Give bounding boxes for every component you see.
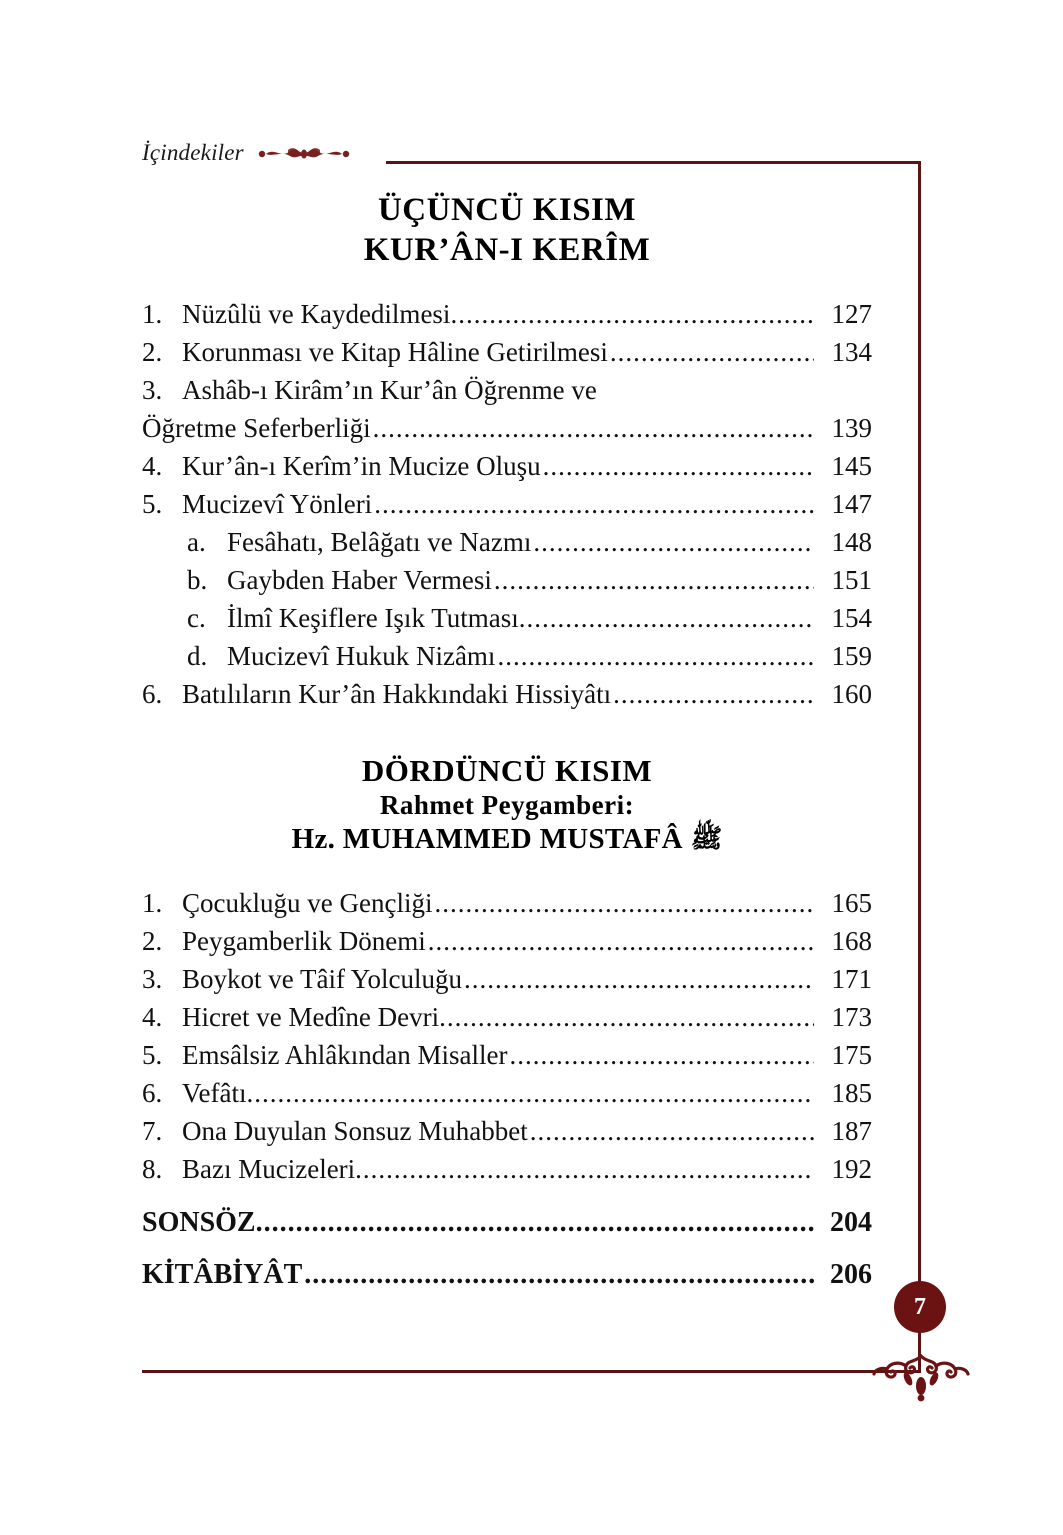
toc-entry-title: KİTÂBİYÂT [142,1258,303,1290]
toc-entry-title: Kur’ân-ı Kerîm’in Mucize Oluşu [182,450,541,481]
toc-entry-page: 151 [831,564,872,595]
toc-subentry[interactable] [142,526,872,557]
frame-rule-right [918,161,921,1373]
toc-entry-page: 175 [831,1039,872,1070]
toc-entry[interactable] [142,298,872,329]
toc-entry-title: Hicret ve Medîne Devri [182,1001,440,1032]
toc-entry-page: 145 [831,450,872,481]
toc-subentry[interactable] [142,640,872,671]
toc-entry-title: Fesâhatı, Belâğatı ve Nazmı [227,526,532,557]
flourish-ornament-icon [258,143,350,163]
toc-entry-title: SONSÖZ [142,1206,256,1238]
toc-entry-marker: b. [187,564,208,595]
toc-leader-dots [373,415,814,442]
toc-entry[interactable] [142,1001,872,1032]
frame-rule-top [386,161,920,164]
part-heading-four [142,752,872,858]
toc-entry-title: Mucizevî Yönleri [182,488,373,519]
toc-entry-page: 185 [831,1077,872,1108]
toc-entry-marker: 5. [142,488,163,519]
toc-leader-dots [439,1004,814,1031]
part-heading-four-line1: DÖRDÜNCÜ KISIM [361,752,653,788]
toc-leader-dots [256,1209,814,1237]
running-header-label: İçindekiler [142,140,244,165]
toc-entry-sonsoz[interactable] [142,1206,872,1238]
toc-entry-marker: 1. [142,298,163,329]
toc-entry-page: 147 [831,488,872,519]
part-heading-three-line2: KUR’ÂN-I KERÎM [363,232,651,269]
toc-list-final [142,1206,872,1290]
toc-entry-title: Vefâtı [182,1077,247,1108]
toc-entry-title: Çocukluğu ve Gençliği [182,887,433,918]
toc-content [142,190,872,1313]
toc-entry-page: 139 [831,412,872,443]
toc-leader-dots [464,966,814,993]
toc-entry[interactable] [142,678,872,709]
page-number-value: 7 [914,1293,926,1320]
toc-entry-title: Batılıların Kur’ân Hakkındaki Hissiyâtı [182,678,612,709]
frame-rule-bottom [142,1370,921,1373]
toc-leader-dots [610,339,814,366]
toc-entry[interactable] [142,374,872,405]
toc-entry-marker: 3. [142,963,163,994]
toc-entry-marker: 5. [142,1039,163,1070]
toc-entry-page: 173 [831,1001,872,1032]
toc-leader-dots [543,453,814,480]
toc-entry[interactable] [142,1077,872,1108]
toc-entry-marker: d. [187,640,208,671]
toc-entry[interactable] [142,336,872,367]
toc-entry-marker: 8. [142,1153,163,1184]
toc-entry-title: Ashâb-ı Kirâm’ın Kur’ân Öğrenme ve [182,374,597,405]
toc-entry-marker: 4. [142,450,163,481]
running-header [142,138,350,168]
toc-leader-dots [355,1156,814,1183]
toc-subentry[interactable] [142,564,872,595]
toc-entry-title: İlmî Keşiflere Işık Tutması [227,602,519,633]
toc-entry-page: 187 [831,1115,872,1146]
toc-subentry[interactable] [142,602,872,633]
part-heading-three-line1: ÜÇÜNCÜ KISIM [377,192,637,228]
toc-entry-marker: 2. [142,336,163,367]
toc-entry-marker: 6. [142,1077,163,1108]
toc-entry-page: 192 [831,1153,872,1184]
toc-entry-title: Nüzûlü ve Kaydedilmesi [182,298,451,329]
toc-entry[interactable] [142,1115,872,1146]
toc-entry[interactable] [142,1153,872,1184]
toc-leader-dots [613,681,814,708]
toc-entry-marker: c. [187,602,206,633]
toc-entry-page: 127 [831,298,872,329]
toc-leader-dots [374,491,814,518]
toc-entry-marker: 4. [142,1001,163,1032]
toc-leader-dots [530,1118,814,1145]
toc-entry-title: Emsâlsiz Ahlâkından Misaller [182,1039,508,1070]
part-heading-three [142,190,872,271]
toc-entry-title: Öğretme Seferberliği [142,412,371,443]
toc-leader-dots [450,301,814,328]
toc-entry-marker: 6. [142,678,163,709]
part-heading-four-line3 [142,822,872,857]
toc-entry-page: 154 [831,602,872,633]
toc-entry[interactable] [142,887,872,918]
toc-leader-dots [434,890,814,917]
toc-leader-dots [497,643,814,670]
toc-entry-page: 168 [831,925,872,956]
toc-entry-marker: 3. [142,374,163,405]
toc-entry-title: Gaybden Haber Vermesi [227,564,492,595]
toc-entry-title: Boykot ve Tâif Yolculuğu [182,963,463,994]
toc-entry[interactable] [142,450,872,481]
sallallahu-alayhi-wasallam-icon: ﷺ [690,823,723,853]
toc-entry-page: 206 [830,1258,872,1290]
toc-entry[interactable] [142,488,872,519]
toc-entry-marker: 1. [142,887,163,918]
toc-entry-page: 204 [830,1206,872,1238]
toc-leader-dots [533,529,814,556]
toc-leader-dots [509,1042,814,1069]
toc-entry-page: 165 [831,887,872,918]
toc-entry-page: 148 [831,526,872,557]
toc-entry-title: Mucizevî Hukuk Nizâmı [227,640,496,671]
toc-list-section-three [142,298,872,709]
toc-list-section-four [142,887,872,1184]
toc-entry-kitabiyat[interactable] [142,1258,872,1290]
toc-entry-marker: a. [187,526,206,557]
bottom-floral-ornament-icon [866,1346,976,1402]
toc-leader-dots [428,928,814,955]
toc-entry[interactable] [142,963,872,994]
toc-entry-title: Korunması ve Kitap Hâline Getirilmesi [182,336,608,367]
toc-entry-marker: 2. [142,925,163,956]
toc-entry-page: 159 [831,640,872,671]
toc-entry-marker: 7. [142,1115,163,1146]
toc-entry-continuation[interactable] [142,412,872,443]
page-number-badge [894,1281,946,1333]
toc-entry-title: Ona Duyulan Sonsuz Muhabbet [182,1115,528,1146]
toc-entry-page: 160 [831,678,872,709]
toc-entry-page: 171 [831,963,872,994]
toc-leader-dots [494,567,814,594]
toc-entry[interactable] [142,1039,872,1070]
toc-leader-dots [304,1261,814,1289]
toc-leader-dots [246,1080,814,1107]
part-heading-four-name: Hz. MUHAMMED MUSTAFÂ [291,823,683,856]
toc-leader-dots [519,605,814,632]
part-heading-four-line2: Rahmet Peygamberi: [379,790,635,821]
toc-entry[interactable] [142,925,872,956]
toc-entry-title: Peygamberlik Dönemi [182,925,426,956]
toc-entry-title: Bazı Mucizeleri [182,1153,356,1184]
toc-entry-page: 134 [831,336,872,367]
